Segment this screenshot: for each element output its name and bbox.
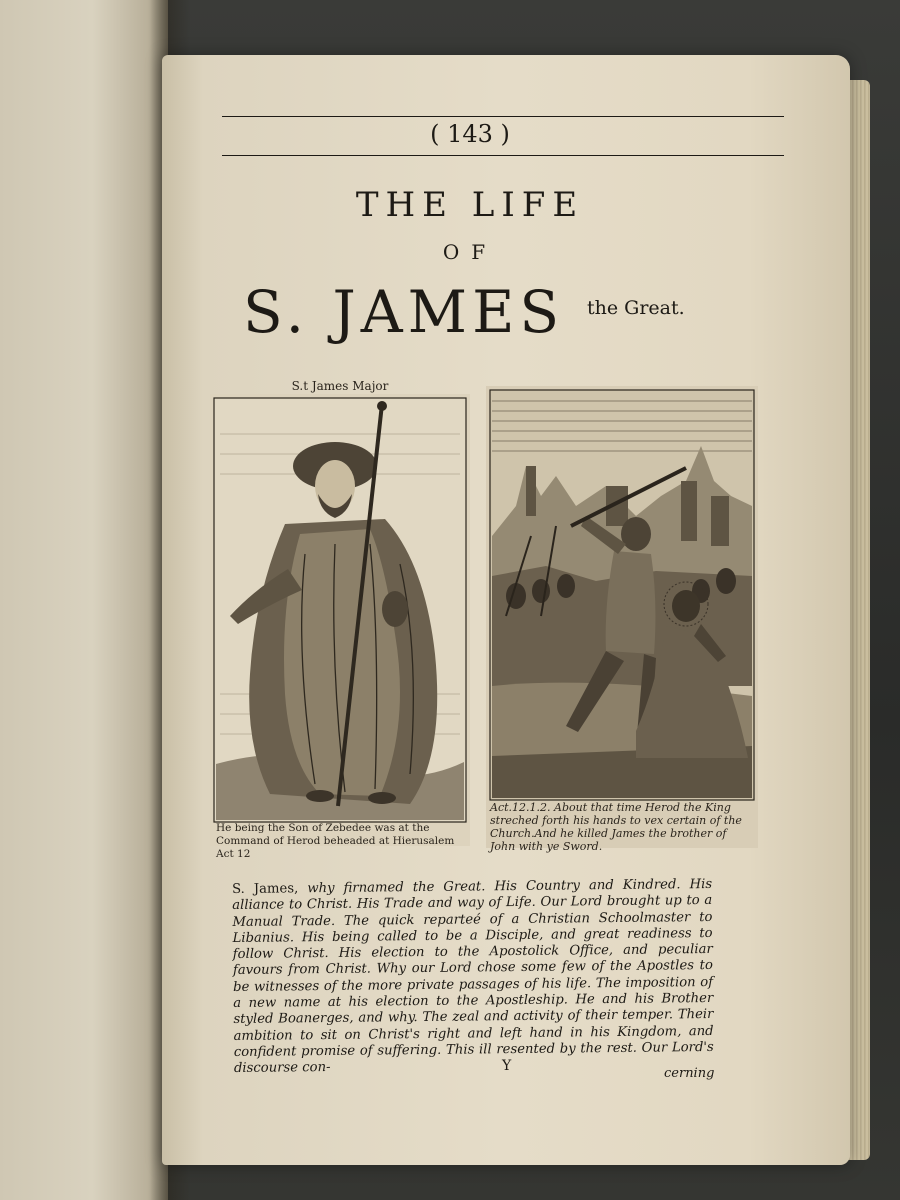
right-engraving-plate (486, 386, 758, 848)
title-saint-james: S. JAMES (243, 278, 565, 346)
title-the-life: THE LIFE (355, 185, 585, 225)
left-plate-caption: He being the Son of Zebedee was at the Command of Herod beheaded at Hierusalem Act 12 (216, 822, 455, 860)
left-engraving-plate (210, 394, 470, 846)
right-plate-caption: Act.12.1.2. About that time Herod the King streched forth his hands to vex certain of the Church.And he killed James the brother of John with ye Sword. (490, 801, 742, 853)
chapter-summary (232, 877, 714, 1078)
left-page (0, 0, 168, 1200)
martyrdom-engraving (486, 386, 758, 848)
summary-text: why firnamed the Great. His Country and Kindred. His alliance to Christ. His Trade and way of Life. Our Lord brought up to a Manual Trade. The quick reparteé of a Christian Schoolmaster to Libanius. His being called to be a Disciple, and great readiness to follow Christ. His election to the Apostolick Office, and peculiar favours from Christ. Why our Lord chose some few of the Apostles to be witnesses of the more private passages of his life. The imposition of a new name at his election to the Apostleship. He and his Brother styled Boanerges, and why. The zeal and activity of their temper. Their ambition to sit on Christ's right and left hand in his Kingdom, and confident promise of suffering. This ill resented by the rest. Our Lord's discourse con- (232, 876, 714, 1077)
summary-lead: S. James, (232, 881, 299, 897)
top-rule (222, 116, 784, 117)
catchword: cerning (664, 1066, 715, 1081)
left-plate-title: S.t James Major (291, 379, 389, 393)
title-the-great: the Great. (587, 297, 685, 319)
page-number: ( 143 ) (430, 120, 510, 148)
signature-mark: Y (502, 1058, 512, 1074)
title-of: OF (442, 240, 498, 264)
header-rule (222, 155, 784, 156)
saint-james-engraving (210, 394, 470, 846)
